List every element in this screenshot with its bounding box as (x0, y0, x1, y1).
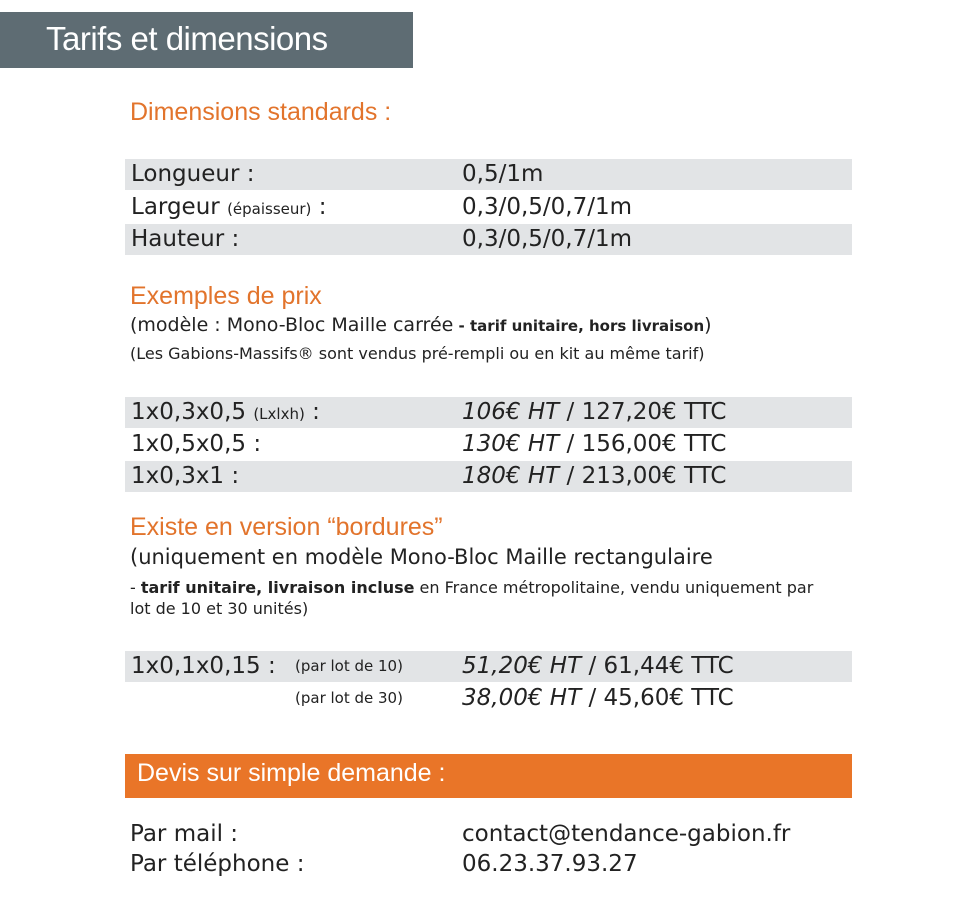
bordures-subtitle: (uniquement en modèle Mono-Bloc Maille rectangulaire (130, 545, 713, 569)
phone-label: Par téléphone : (130, 851, 305, 877)
lot-note: (par lot de 10) (295, 657, 403, 675)
price-value: 180€ HT / 213,00€ TTC (462, 463, 727, 489)
price-row (125, 429, 852, 460)
prix-note: (Les Gabions-Massifs® sont vendus pré-rempli ou en kit au même tarif) (130, 344, 705, 363)
price-label: 1x0,5x0,5 : (131, 431, 262, 457)
price-value: 130€ HT / 156,00€ TTC (462, 431, 727, 457)
dimension-row-largeur (125, 192, 852, 223)
dimensions-heading: Dimensions standards : (130, 98, 392, 126)
dimension-label: Hauteur : (131, 226, 240, 252)
phone-link[interactable]: 06.23.37.93.27 (462, 851, 638, 877)
title-banner (0, 12, 413, 68)
prix-heading: Exemples de prix (130, 282, 322, 310)
price-row (125, 461, 852, 492)
bordure-price: 51,20€ HT / 61,44€ TTC (462, 653, 734, 679)
dimension-value: 0,3/0,5/0,7/1m (462, 226, 633, 252)
price-label: 1x0,3x1 : (131, 463, 240, 489)
bordures-heading: Existe en version “bordures” (130, 513, 443, 541)
price-value: 106€ HT / 127,20€ TTC (462, 399, 727, 425)
price-row (125, 397, 852, 428)
mail-link[interactable]: contact@tendance-gabion.fr (462, 821, 791, 847)
dimension-row-longueur (125, 159, 852, 190)
bordure-price-row (125, 683, 852, 714)
devis-heading: Devis sur simple demande : (137, 759, 446, 787)
mail-label: Par mail : (130, 821, 239, 847)
dimension-value: 0,3/0,5/0,7/1m (462, 194, 633, 220)
page-title: Tarifs et dimensions (46, 20, 328, 57)
bordures-note-line2: lot de 10 et 30 unités) (130, 599, 309, 618)
price-label: 1x0,3x0,5 (Lxlxh) : (131, 399, 320, 425)
devis-banner (125, 754, 852, 798)
prix-subtitle: (modèle : Mono-Bloc Maille carrée - tarif unitaire, hors livraison) (130, 314, 712, 336)
dimension-label: Largeur (épaisseur) : (131, 194, 327, 220)
dimension-label: Longueur : (131, 161, 255, 187)
lot-note: (par lot de 30) (295, 689, 403, 707)
bordure-price-row (125, 651, 852, 682)
bordures-note-line1: - tarif unitaire, livraison incluse en France métropolitaine, vendu uniquement par (130, 578, 814, 597)
bordure-label: 1x0,1x0,15 : (131, 653, 276, 679)
dimension-value: 0,5/1m (462, 161, 544, 187)
bordure-price: 38,00€ HT / 45,60€ TTC (462, 685, 734, 711)
dimension-row-hauteur (125, 224, 852, 255)
